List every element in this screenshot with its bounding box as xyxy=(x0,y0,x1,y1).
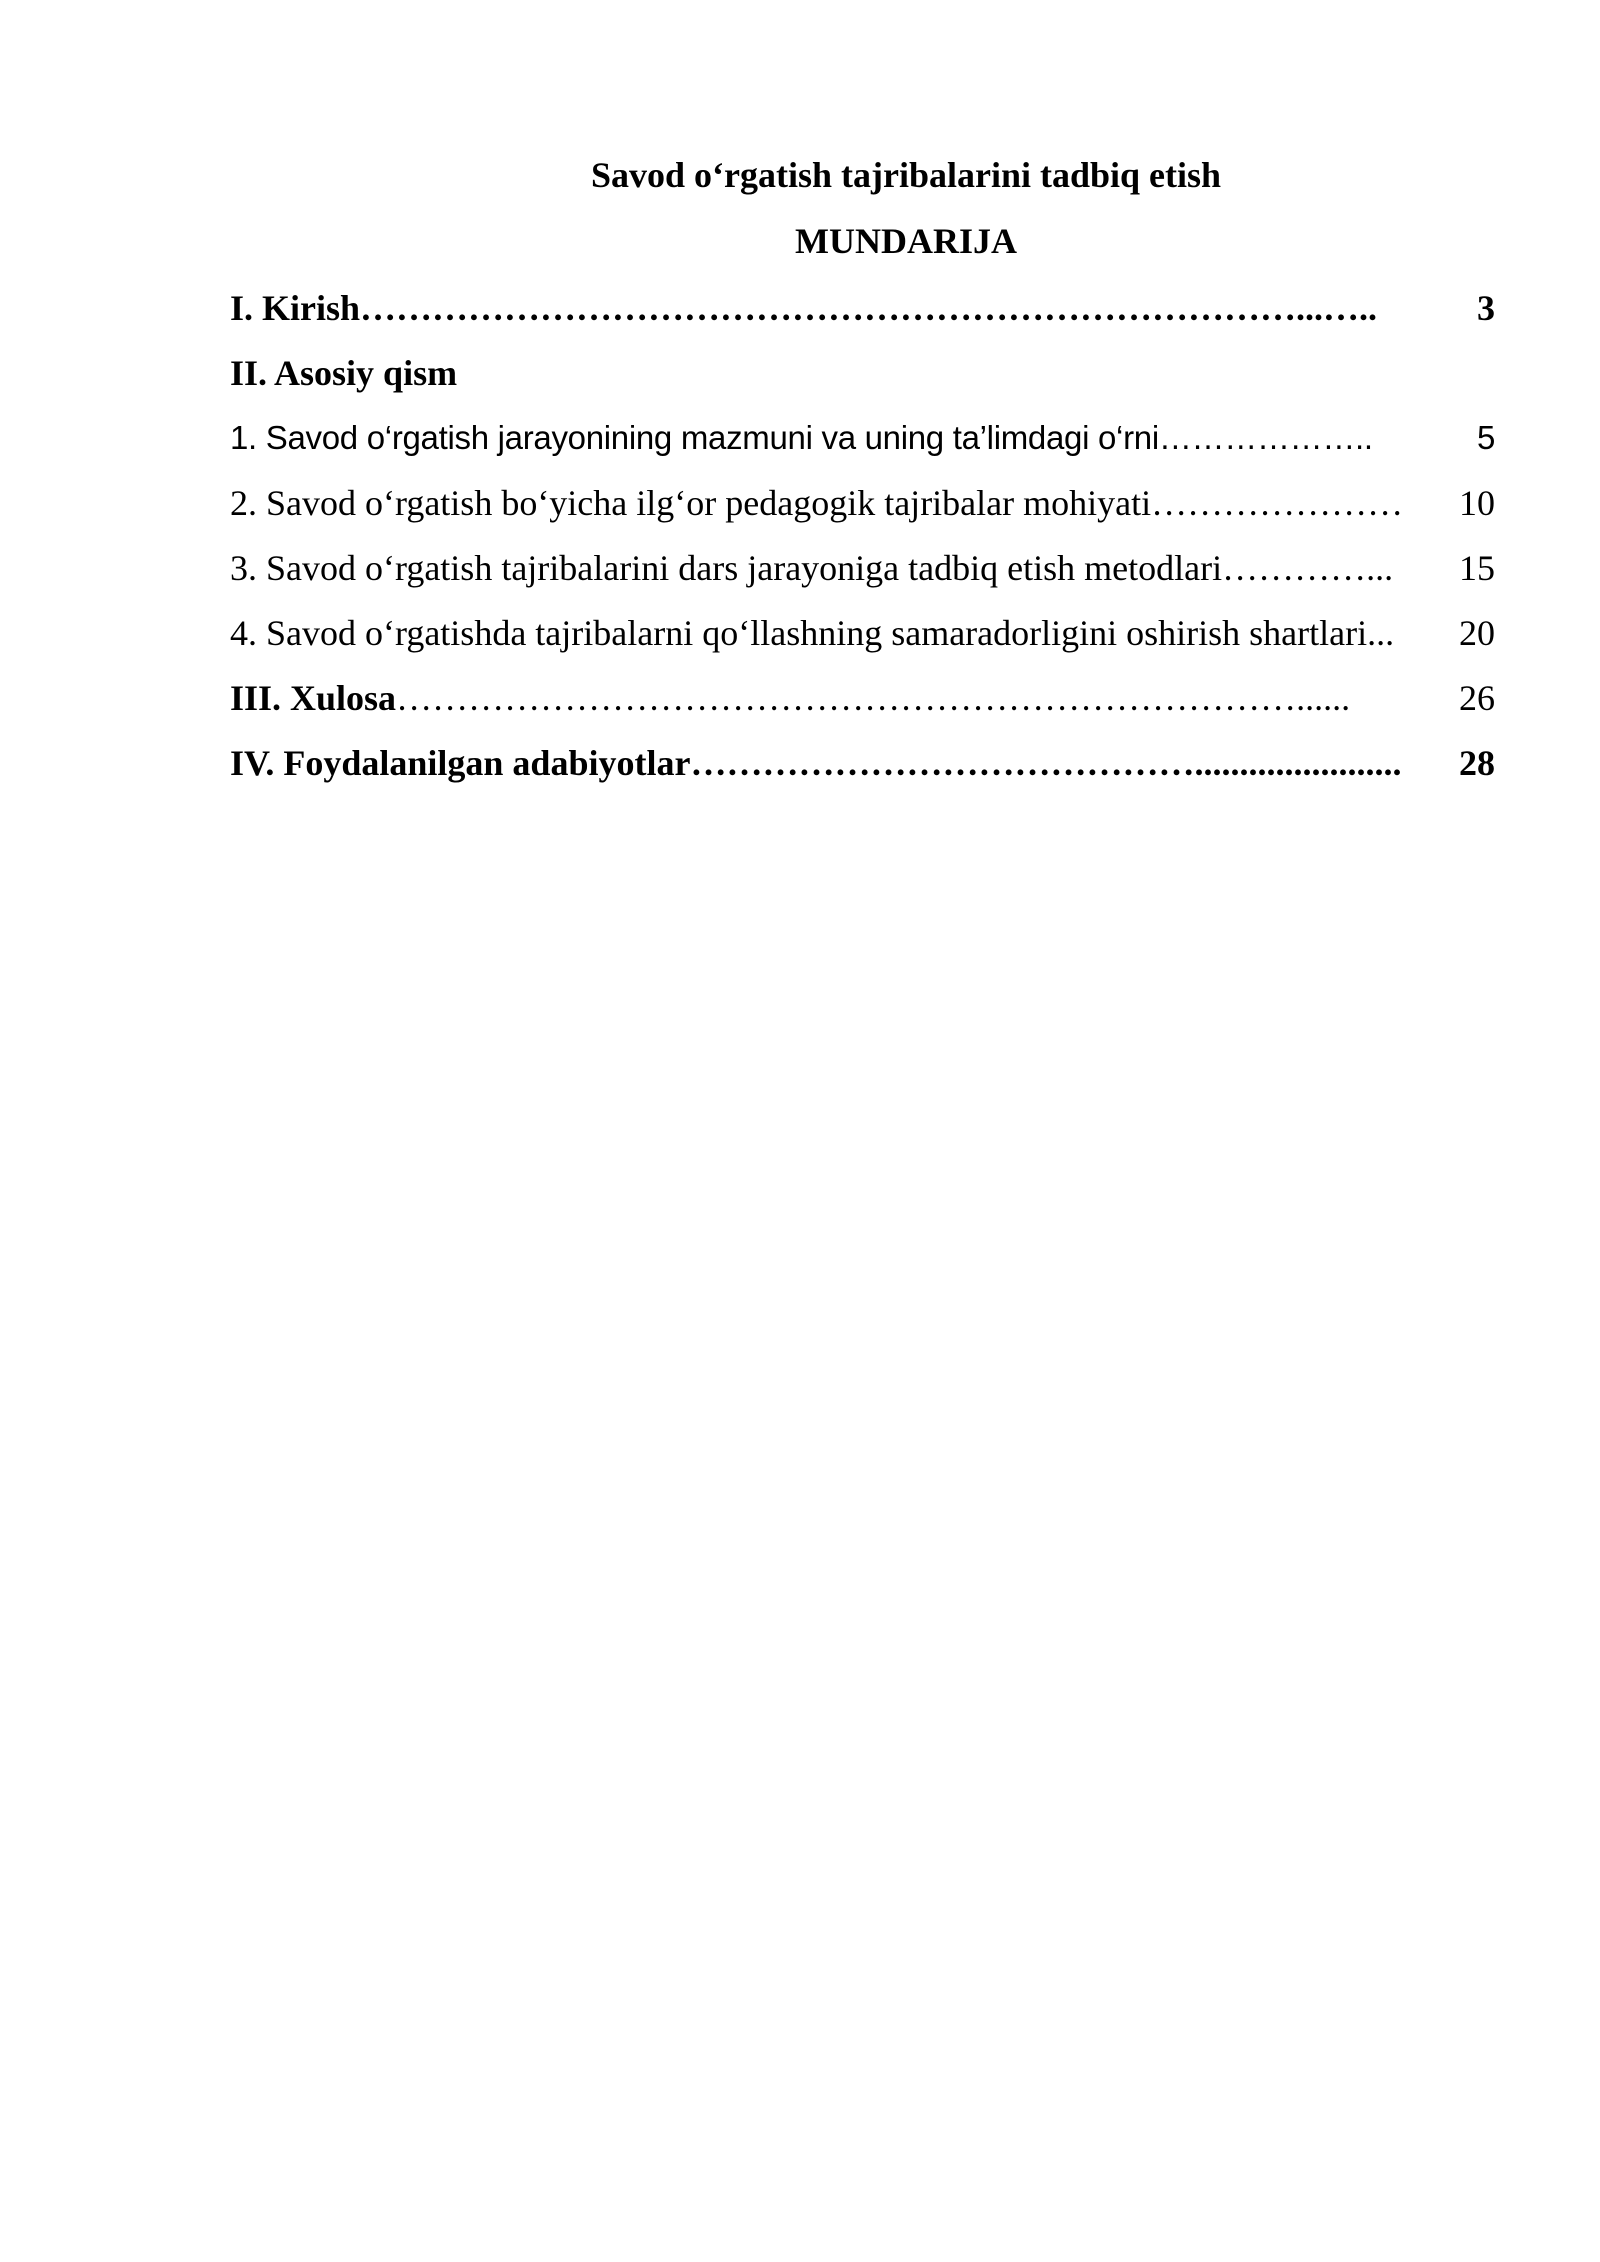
toc-entry-adabiyotlar xyxy=(230,741,1495,806)
toc-entry-page: 20 xyxy=(1459,613,1495,653)
toc-entry-text: 1. Savod o‘rgatish jarayonining mazmuni va uning ta’limdagi o‘rni……………….. xyxy=(230,419,1373,456)
toc-entry-kirish xyxy=(230,286,1495,351)
toc-entry-page: 15 xyxy=(1459,548,1495,588)
table-of-contents xyxy=(230,286,1495,806)
toc-entry-text: II. Asosiy qism xyxy=(230,353,458,393)
toc-entry-2 xyxy=(230,481,1495,546)
toc-heading: MUNDARIJA xyxy=(795,221,1017,261)
toc-entry-4 xyxy=(230,611,1495,676)
toc-entry-page: 26 xyxy=(1459,678,1495,718)
toc-entry-page: 10 xyxy=(1459,483,1495,523)
toc-entry-text: 2. Savod o‘rgatish bo‘yicha ilg‘or pedagogik tajribalar mohiyati………………… xyxy=(230,483,1404,523)
toc-entry-text: I. Kirish……………………………………………………………………...….. xyxy=(230,288,1378,328)
toc-entry-text: 4. Savod o‘rgatishda tajribalarni qo‘llashning samaradorligini oshirish shartlari... xyxy=(230,613,1395,653)
toc-entry-1 xyxy=(230,416,1495,481)
toc-entry-label: III. Xulosa xyxy=(230,678,397,718)
toc-entry-text-wrap xyxy=(230,676,1350,720)
toc-entry-text: IV. Foydalanilgan adabiyotlar……………………………………....................... xyxy=(230,743,1402,783)
toc-entry-page: 28 xyxy=(1459,743,1495,783)
toc-entry-3 xyxy=(230,546,1495,611)
document-title: Savod o‘rgatish tajribalarini tadbiq etish xyxy=(590,155,1222,195)
toc-entry-page: 5 xyxy=(1476,419,1495,456)
toc-entry-text: 3. Savod o‘rgatish tajribalarini dars jarayoniga tadbiq etish metodlari…………... xyxy=(230,548,1394,588)
toc-entry-leader: …………………………………………………………………...... xyxy=(396,678,1351,718)
toc-entry-page: 3 xyxy=(1477,288,1495,328)
toc-entry-xulosa xyxy=(230,676,1495,741)
toc-entry-asosiy-qism xyxy=(230,351,1495,416)
